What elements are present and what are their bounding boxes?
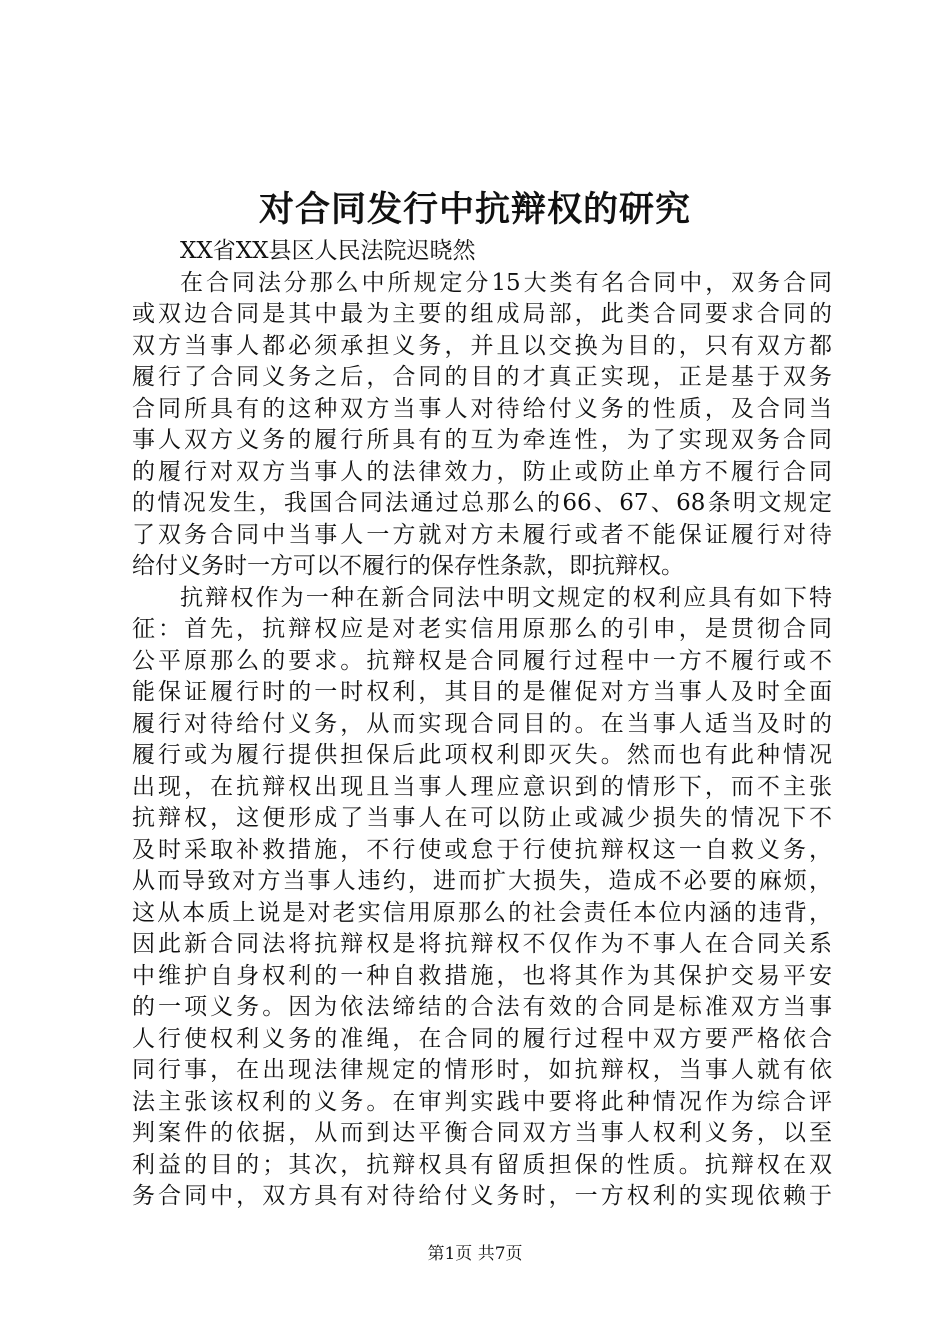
author-line: XX省XX县区人民法院迟晓然 (180, 238, 476, 264)
paragraph-line: 的履行对双方当事人的法律效力，防止或防止单方不履行合同 (132, 458, 832, 485)
paragraph-line: 事人双方义务的履行所具有的互为牵连性，为了实现双务合同 (132, 427, 832, 453)
document-title: 对合同发行中抗辩权的研究 (258, 189, 691, 230)
paragraph-line: 的一项义务。因为依法缔结的合法有效的合同是标准双方当事 (132, 994, 832, 1020)
paragraph-line: 履行对待给付义务，从而实现合同目的。在当事人适当及时的 (132, 710, 832, 737)
paragraph-line: 能保证履行时的一时权利，其目的是催促对方当事人及时全面 (132, 679, 832, 705)
paragraph-2 (132, 583, 832, 1213)
paragraph-line: 了双务合同中当事人一方就对方未履行或者不能保证履行对待 (132, 521, 832, 548)
paragraph-line: 人行使权利义务的准绳，在合同的履行过程中双方要严格依合 (132, 1025, 832, 1052)
paragraph-line: 双方当事人都必须承担义务，并且以交换为目的，只有双方都 (132, 332, 832, 359)
paragraph-line: 务合同中，双方具有对待给付义务时，一方权利的实现依赖于 (132, 1183, 832, 1209)
paragraph-line: 履行或为履行提供担保后此项权利即灭失。然而也有此种情况 (132, 742, 832, 768)
paragraph-line: 征：首先，抗辩权应是对老实信用原那么的引申，是贯彻合同 (132, 616, 832, 642)
paragraph-line: 公平原那么的要求。抗辩权是合同履行过程中一方不履行或不 (132, 647, 832, 674)
document-body (132, 236, 832, 1213)
paragraph-line: 抗辩权作为一种在新合同法中明文规定的权利应具有如下特 (180, 584, 832, 611)
paragraph-line: 从而导致对方当事人违约，进而扩大损失，造成不必要的麻烦， (132, 868, 832, 894)
paragraph-line: 这从本质上说是对老实信用原那么的社会责任本位内涵的违背， (132, 899, 832, 926)
paragraph-line: 履行了合同义务之后，合同的目的才真正实现，正是基于双务 (132, 364, 832, 390)
page-number-footer: 第1页 共7页 (427, 1244, 523, 1264)
paragraph-line: 抗辩权，这便形成了当事人在可以防止或减少损失的情况下不 (132, 805, 832, 831)
paragraph-1 (132, 268, 832, 583)
paragraph-line: 给付义务时一方可以不履行的保存性条款，即抗辩权。 (132, 553, 684, 579)
paragraph-line: 或双边合同是其中最为主要的组成局部，此类合同要求合同的 (132, 301, 832, 327)
paragraph-line: 法主张该权利的义务。在审判实践中要将此种情况作为综合评 (132, 1088, 832, 1115)
paragraph-line: 在合同法分那么中所规定分15大类有名合同中，双务合同 (180, 269, 832, 296)
paragraph-line: 因此新合同法将抗辩权是将抗辩权不仅作为不事人在合同关系 (132, 931, 832, 957)
paragraph-line: 判案件的依据，从而到达平衡合同双方当事人权利义务，以至 (132, 1120, 832, 1146)
paragraph-line: 合同所具有的这种双方当事人对待给付义务的性质，及合同当 (132, 395, 832, 422)
paragraph-line: 中维护自身权利的一种自救措施，也将其作为其保护交易平安 (132, 962, 832, 989)
paragraph-line: 出现，在抗辩权出现且当事人理应意识到的情形下，而不主张 (132, 773, 832, 800)
paragraph-line: 的情况发生，我国合同法通过总那么的66、67、68条明文规定 (132, 490, 832, 516)
paragraph-line: 利益的目的；其次，抗辩权具有留质担保的性质。抗辩权在双 (132, 1151, 832, 1178)
paragraph-line: 同行事，在出现法律规定的情形时，如抗辩权，当事人就有依 (132, 1057, 832, 1083)
paragraph-line: 及时采取补救措施，不行使或怠于行使抗辩权这一自救义务， (132, 836, 832, 863)
